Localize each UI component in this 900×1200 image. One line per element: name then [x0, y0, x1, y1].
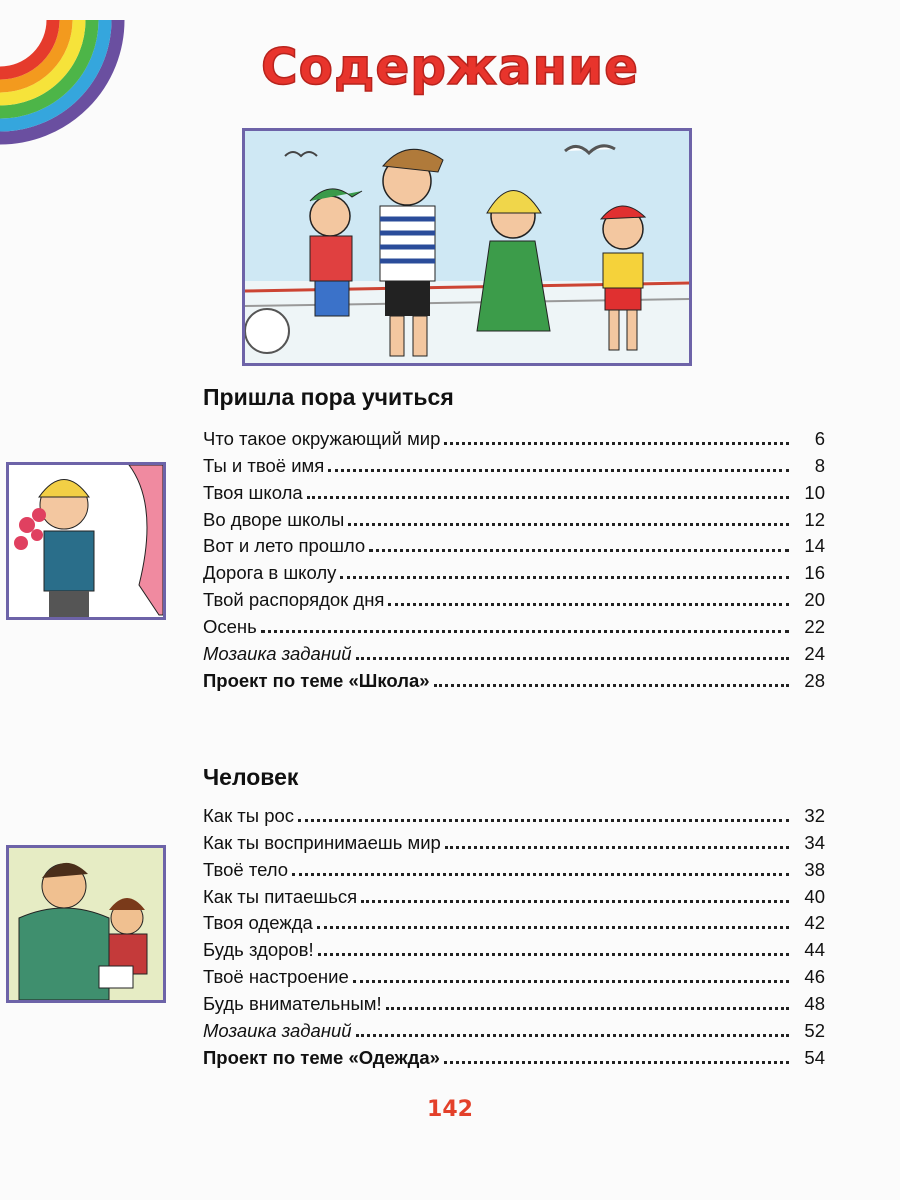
toc-entry[interactable]	[203, 961, 825, 988]
toc-entry-page: 8	[814, 454, 825, 476]
toc-entry[interactable]	[203, 881, 825, 908]
toc-entry[interactable]	[203, 800, 825, 827]
toc-entry[interactable]	[203, 584, 825, 611]
toc-entry-label: Мозаика заданий	[203, 1020, 352, 1042]
toc-entry-page: 32	[804, 804, 825, 826]
toc-entry-page: 12	[804, 508, 825, 530]
leader-dots	[307, 496, 789, 499]
toc-entry-page: 34	[804, 831, 825, 853]
leader-dots	[292, 873, 789, 876]
toc-entry-page: 14	[804, 535, 825, 557]
page-title: Содержание	[260, 38, 640, 96]
toc-entry-label: Что такое окружающий мир	[203, 427, 441, 449]
toc-entry-label: Проект по теме «Школа»	[203, 669, 430, 691]
toc-entry-label: Как ты питаешься	[203, 885, 358, 907]
toc-entry-page: 44	[804, 939, 825, 961]
toc-entry-label: Твоя школа	[203, 481, 303, 503]
leader-dots	[361, 900, 789, 903]
toc-entry[interactable]	[203, 557, 825, 584]
toc-entry[interactable]	[203, 1042, 825, 1069]
toc-entry[interactable]	[203, 934, 825, 961]
toc-entry[interactable]	[203, 504, 825, 531]
toc-entry[interactable]	[203, 854, 825, 881]
leader-dots	[434, 684, 789, 687]
toc-entry-label: Твоё настроение	[203, 966, 349, 988]
toc-entry-label: Осень	[203, 616, 257, 638]
toc-entry-label: Будь здоров!	[203, 939, 314, 961]
toc-entry-page: 40	[804, 885, 825, 907]
toc-entry-page: 38	[804, 858, 825, 880]
toc-entry-label: Во дворе школы	[203, 508, 345, 530]
toc-entry-label: Твоё тело	[203, 858, 289, 880]
toc-entry-page: 46	[804, 966, 825, 988]
toc-entry-label: Дорога в школу	[203, 562, 337, 584]
toc-entry-page: 16	[804, 562, 825, 584]
leader-dots	[348, 523, 789, 526]
toc-entry[interactable]	[203, 827, 825, 854]
leader-dots	[369, 549, 789, 552]
leader-dots	[328, 469, 789, 472]
toc-entry[interactable]	[203, 1015, 825, 1042]
toc-entry-label: Проект по теме «Одежда»	[203, 1046, 440, 1068]
boy-with-flowers-illustration	[6, 462, 166, 620]
page-number: 142	[427, 1097, 473, 1122]
toc-entry-page: 10	[804, 481, 825, 503]
toc-entry[interactable]	[203, 988, 825, 1015]
toc-entry-page: 42	[804, 912, 825, 934]
toc-entry-page: 52	[804, 1020, 825, 1042]
toc-entry[interactable]	[203, 477, 825, 504]
toc-entry[interactable]	[203, 531, 825, 558]
toc-entry[interactable]	[203, 908, 825, 935]
leader-dots	[298, 819, 789, 822]
leader-dots	[317, 926, 789, 929]
toc-entry[interactable]	[203, 450, 825, 477]
toc-entry-label: Как ты воспринимаешь мир	[203, 831, 441, 853]
toc-entry[interactable]	[203, 423, 825, 450]
toc-list	[203, 423, 825, 692]
toc-entry-label: Ты и твоё имя	[203, 454, 325, 476]
leader-dots	[353, 980, 789, 983]
leader-dots	[386, 1007, 789, 1010]
toc-entry[interactable]	[203, 665, 825, 692]
toc-entry-page: 24	[804, 643, 825, 665]
section-heading: Пришла пора учиться	[203, 384, 454, 410]
leader-dots	[445, 846, 789, 849]
father-and-son-illustration	[6, 845, 166, 1003]
leader-dots	[356, 1034, 789, 1037]
section-heading: Человек	[203, 764, 299, 790]
leader-dots	[388, 603, 789, 606]
toc-entry-page: 28	[804, 669, 825, 691]
toc-entry-label: Мозаика заданий	[203, 643, 352, 665]
leader-dots	[261, 630, 789, 633]
toc-entry-label: Твоя одежда	[203, 912, 313, 934]
toc-entry-page: 54	[804, 1046, 825, 1068]
toc-entry-label: Будь внимательным!	[203, 993, 382, 1015]
toc-entry[interactable]	[203, 638, 825, 665]
leader-dots	[444, 1061, 789, 1064]
leader-dots	[444, 442, 789, 445]
toc-entry-label: Твой распорядок дня	[203, 589, 385, 611]
toc-entry-page: 20	[804, 589, 825, 611]
leader-dots	[318, 953, 789, 956]
leader-dots	[356, 657, 789, 660]
toc-entry-page: 6	[814, 427, 825, 449]
leader-dots	[340, 576, 789, 579]
toc-entry-label: Вот и лето прошло	[203, 535, 366, 557]
toc-list	[203, 800, 825, 1069]
toc-entry-page: 22	[804, 616, 825, 638]
toc-entry-label: Как ты рос	[203, 804, 295, 826]
toc-entry-page: 48	[804, 993, 825, 1015]
hero-illustration	[242, 128, 692, 366]
toc-entry[interactable]	[203, 611, 825, 638]
